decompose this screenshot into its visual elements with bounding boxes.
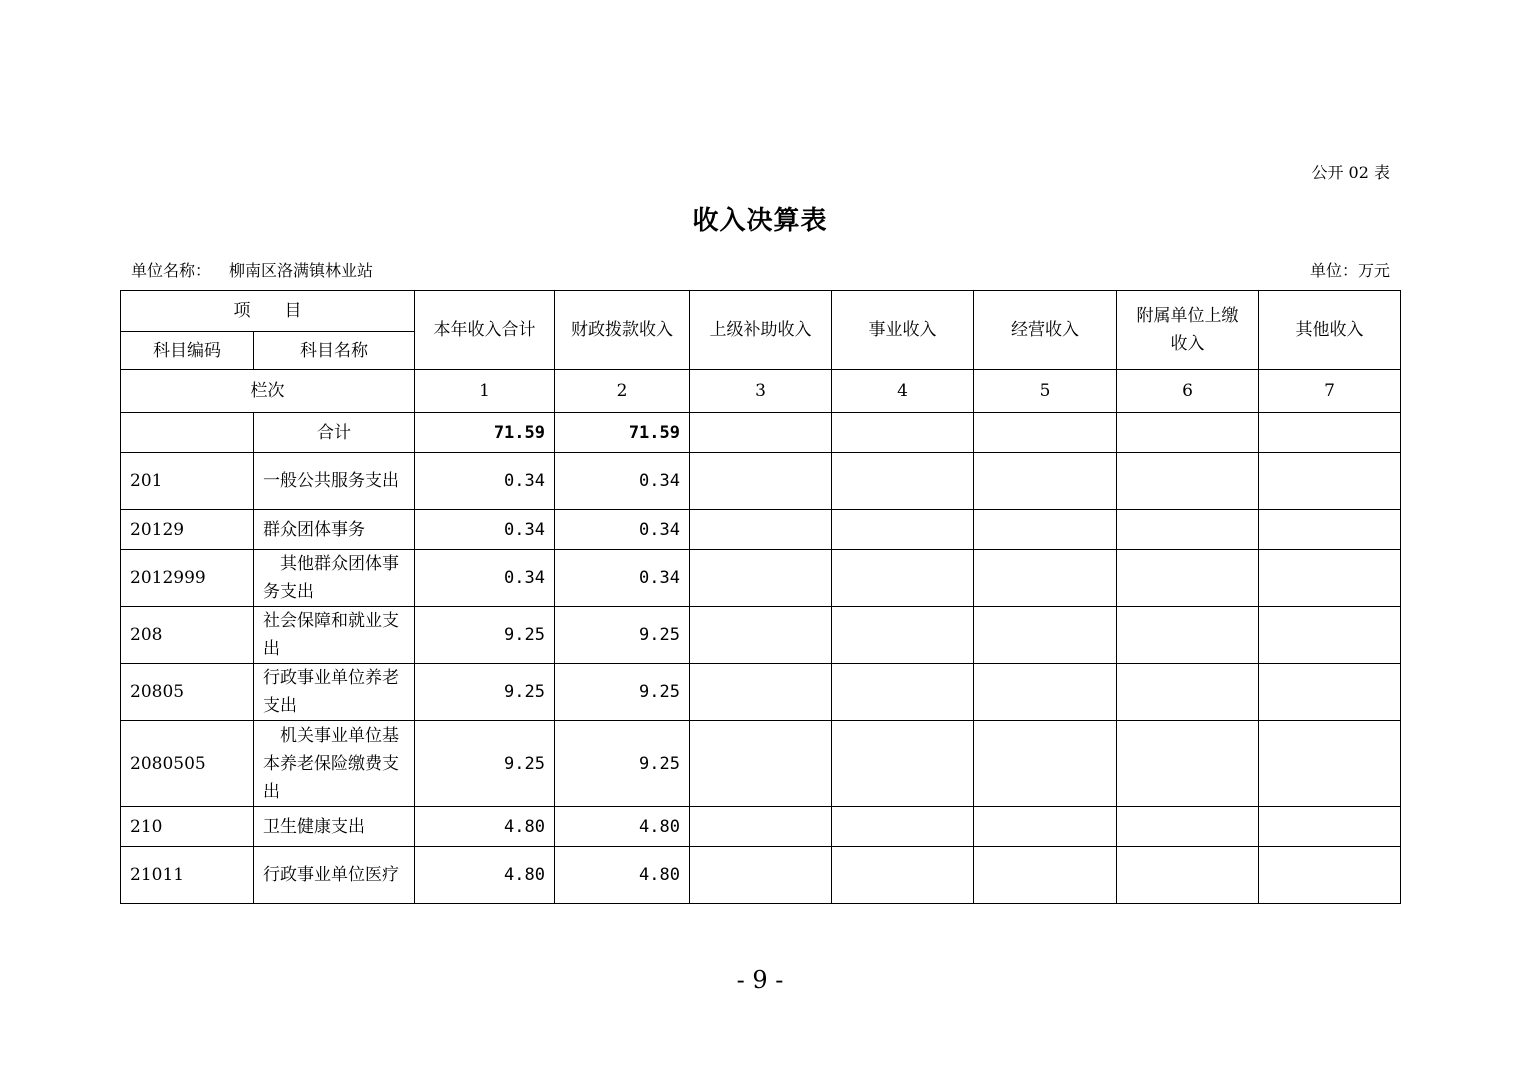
header-total: 本年收入合计 [415, 291, 555, 370]
row-code: 210 [121, 807, 254, 847]
row-fiscal: 9.25 [555, 721, 690, 807]
row-name: 行政事业单位养老支出 [254, 664, 415, 721]
header-name: 科目名称 [254, 332, 415, 370]
table-row [121, 721, 1401, 807]
row-code: 201 [121, 453, 254, 510]
empty-cell [974, 807, 1117, 847]
header-other: 其他收入 [1259, 291, 1401, 370]
unit-name-value: 柳南区洛满镇林业站 [229, 261, 374, 280]
empty-cell [832, 607, 974, 664]
empty-cell [832, 453, 974, 510]
empty-cell [690, 413, 832, 453]
table-row [121, 664, 1401, 721]
empty-cell [690, 510, 832, 550]
total-row [121, 413, 1401, 453]
row-name: 其他群众团体事务支出 [254, 550, 415, 607]
unit-name-label: 单位名称： [131, 261, 212, 280]
row-code: 208 [121, 607, 254, 664]
empty-cell [832, 847, 974, 904]
empty-cell [974, 721, 1117, 807]
empty-cell [1117, 413, 1259, 453]
row-code: 20805 [121, 664, 254, 721]
empty-cell [1259, 413, 1401, 453]
empty-cell [1259, 664, 1401, 721]
row-fiscal: 0.34 [555, 453, 690, 510]
row-total: 0.34 [415, 510, 555, 550]
column-number: 1 [415, 370, 555, 413]
empty-cell [690, 607, 832, 664]
row-total: 4.80 [415, 847, 555, 904]
total-label: 合计 [254, 413, 415, 453]
header-code: 科目编码 [121, 332, 254, 370]
row-code: 2080505 [121, 721, 254, 807]
empty-cell [1259, 550, 1401, 607]
header-fiscal: 财政拨款收入 [555, 291, 690, 370]
empty-cell [1259, 510, 1401, 550]
header-item: 项 目 [121, 291, 415, 332]
empty-cell [974, 664, 1117, 721]
header-affiliated-line1: 附属单位上缴 [1136, 306, 1239, 326]
row-name: 社会保障和就业支出 [254, 607, 415, 664]
row-total: 4.80 [415, 807, 555, 847]
header-affiliated-line2: 收入 [1170, 334, 1205, 354]
total-code [121, 413, 254, 453]
row-code: 21011 [121, 847, 254, 904]
column-index-label: 栏次 [121, 370, 415, 413]
empty-cell [1259, 453, 1401, 510]
empty-cell [1117, 550, 1259, 607]
total-fiscal: 71.59 [555, 413, 690, 453]
page-number: - 9 - [736, 966, 784, 994]
row-total: 0.34 [415, 550, 555, 607]
table-row [121, 807, 1401, 847]
row-code: 2012999 [121, 550, 254, 607]
empty-cell [1117, 607, 1259, 664]
empty-cell [832, 413, 974, 453]
empty-cell [690, 721, 832, 807]
row-name: 一般公共服务支出 [254, 453, 415, 510]
total-amount: 71.59 [415, 413, 555, 453]
row-name: 行政事业单位医疗 [254, 847, 415, 904]
empty-cell [832, 550, 974, 607]
empty-cell [974, 607, 1117, 664]
empty-cell [1117, 721, 1259, 807]
empty-cell [974, 453, 1117, 510]
empty-cell [1259, 607, 1401, 664]
column-number: 3 [690, 370, 832, 413]
empty-cell [1117, 453, 1259, 510]
row-name: 卫生健康支出 [254, 807, 415, 847]
income-table [120, 290, 1401, 904]
empty-cell [690, 847, 832, 904]
row-total: 0.34 [415, 453, 555, 510]
form-number: 公开 02 表 [1311, 163, 1390, 182]
row-name: 群众团体事务 [254, 510, 415, 550]
row-fiscal: 0.34 [555, 550, 690, 607]
row-total: 9.25 [415, 664, 555, 721]
empty-cell [1259, 807, 1401, 847]
empty-cell [1259, 721, 1401, 807]
row-fiscal: 4.80 [555, 807, 690, 847]
header-superior-subsidy: 上级补助收入 [690, 291, 832, 370]
empty-cell [1117, 510, 1259, 550]
row-fiscal: 4.80 [555, 847, 690, 904]
header-business: 事业收入 [832, 291, 974, 370]
row-name: 机关事业单位基本养老保险缴费支出 [254, 721, 415, 807]
column-number: 4 [832, 370, 974, 413]
page-title: 收入决算表 [692, 206, 828, 236]
table-row [121, 550, 1401, 607]
empty-cell [690, 550, 832, 607]
column-number: 2 [555, 370, 690, 413]
row-total: 9.25 [415, 607, 555, 664]
header-affiliated [1117, 291, 1259, 370]
table-row [121, 607, 1401, 664]
unit-name-line [131, 258, 373, 281]
empty-cell [1117, 664, 1259, 721]
row-fiscal: 9.25 [555, 664, 690, 721]
row-total: 9.25 [415, 721, 555, 807]
column-number: 5 [974, 370, 1117, 413]
empty-cell [974, 413, 1117, 453]
empty-cell [1117, 847, 1259, 904]
row-code: 20129 [121, 510, 254, 550]
column-number: 6 [1117, 370, 1259, 413]
empty-cell [690, 453, 832, 510]
header-operating: 经营收入 [974, 291, 1117, 370]
empty-cell [974, 847, 1117, 904]
empty-cell [974, 510, 1117, 550]
empty-cell [690, 807, 832, 847]
row-fiscal: 9.25 [555, 607, 690, 664]
column-number: 7 [1259, 370, 1401, 413]
row-fiscal: 0.34 [555, 510, 690, 550]
currency-unit: 单位：万元 [1309, 261, 1390, 280]
empty-cell [1259, 847, 1401, 904]
empty-cell [832, 664, 974, 721]
empty-cell [1117, 807, 1259, 847]
empty-cell [832, 807, 974, 847]
empty-cell [974, 550, 1117, 607]
table-row [121, 510, 1401, 550]
table-row [121, 453, 1401, 510]
empty-cell [832, 510, 974, 550]
table-row [121, 847, 1401, 904]
empty-cell [690, 664, 832, 721]
empty-cell [832, 721, 974, 807]
